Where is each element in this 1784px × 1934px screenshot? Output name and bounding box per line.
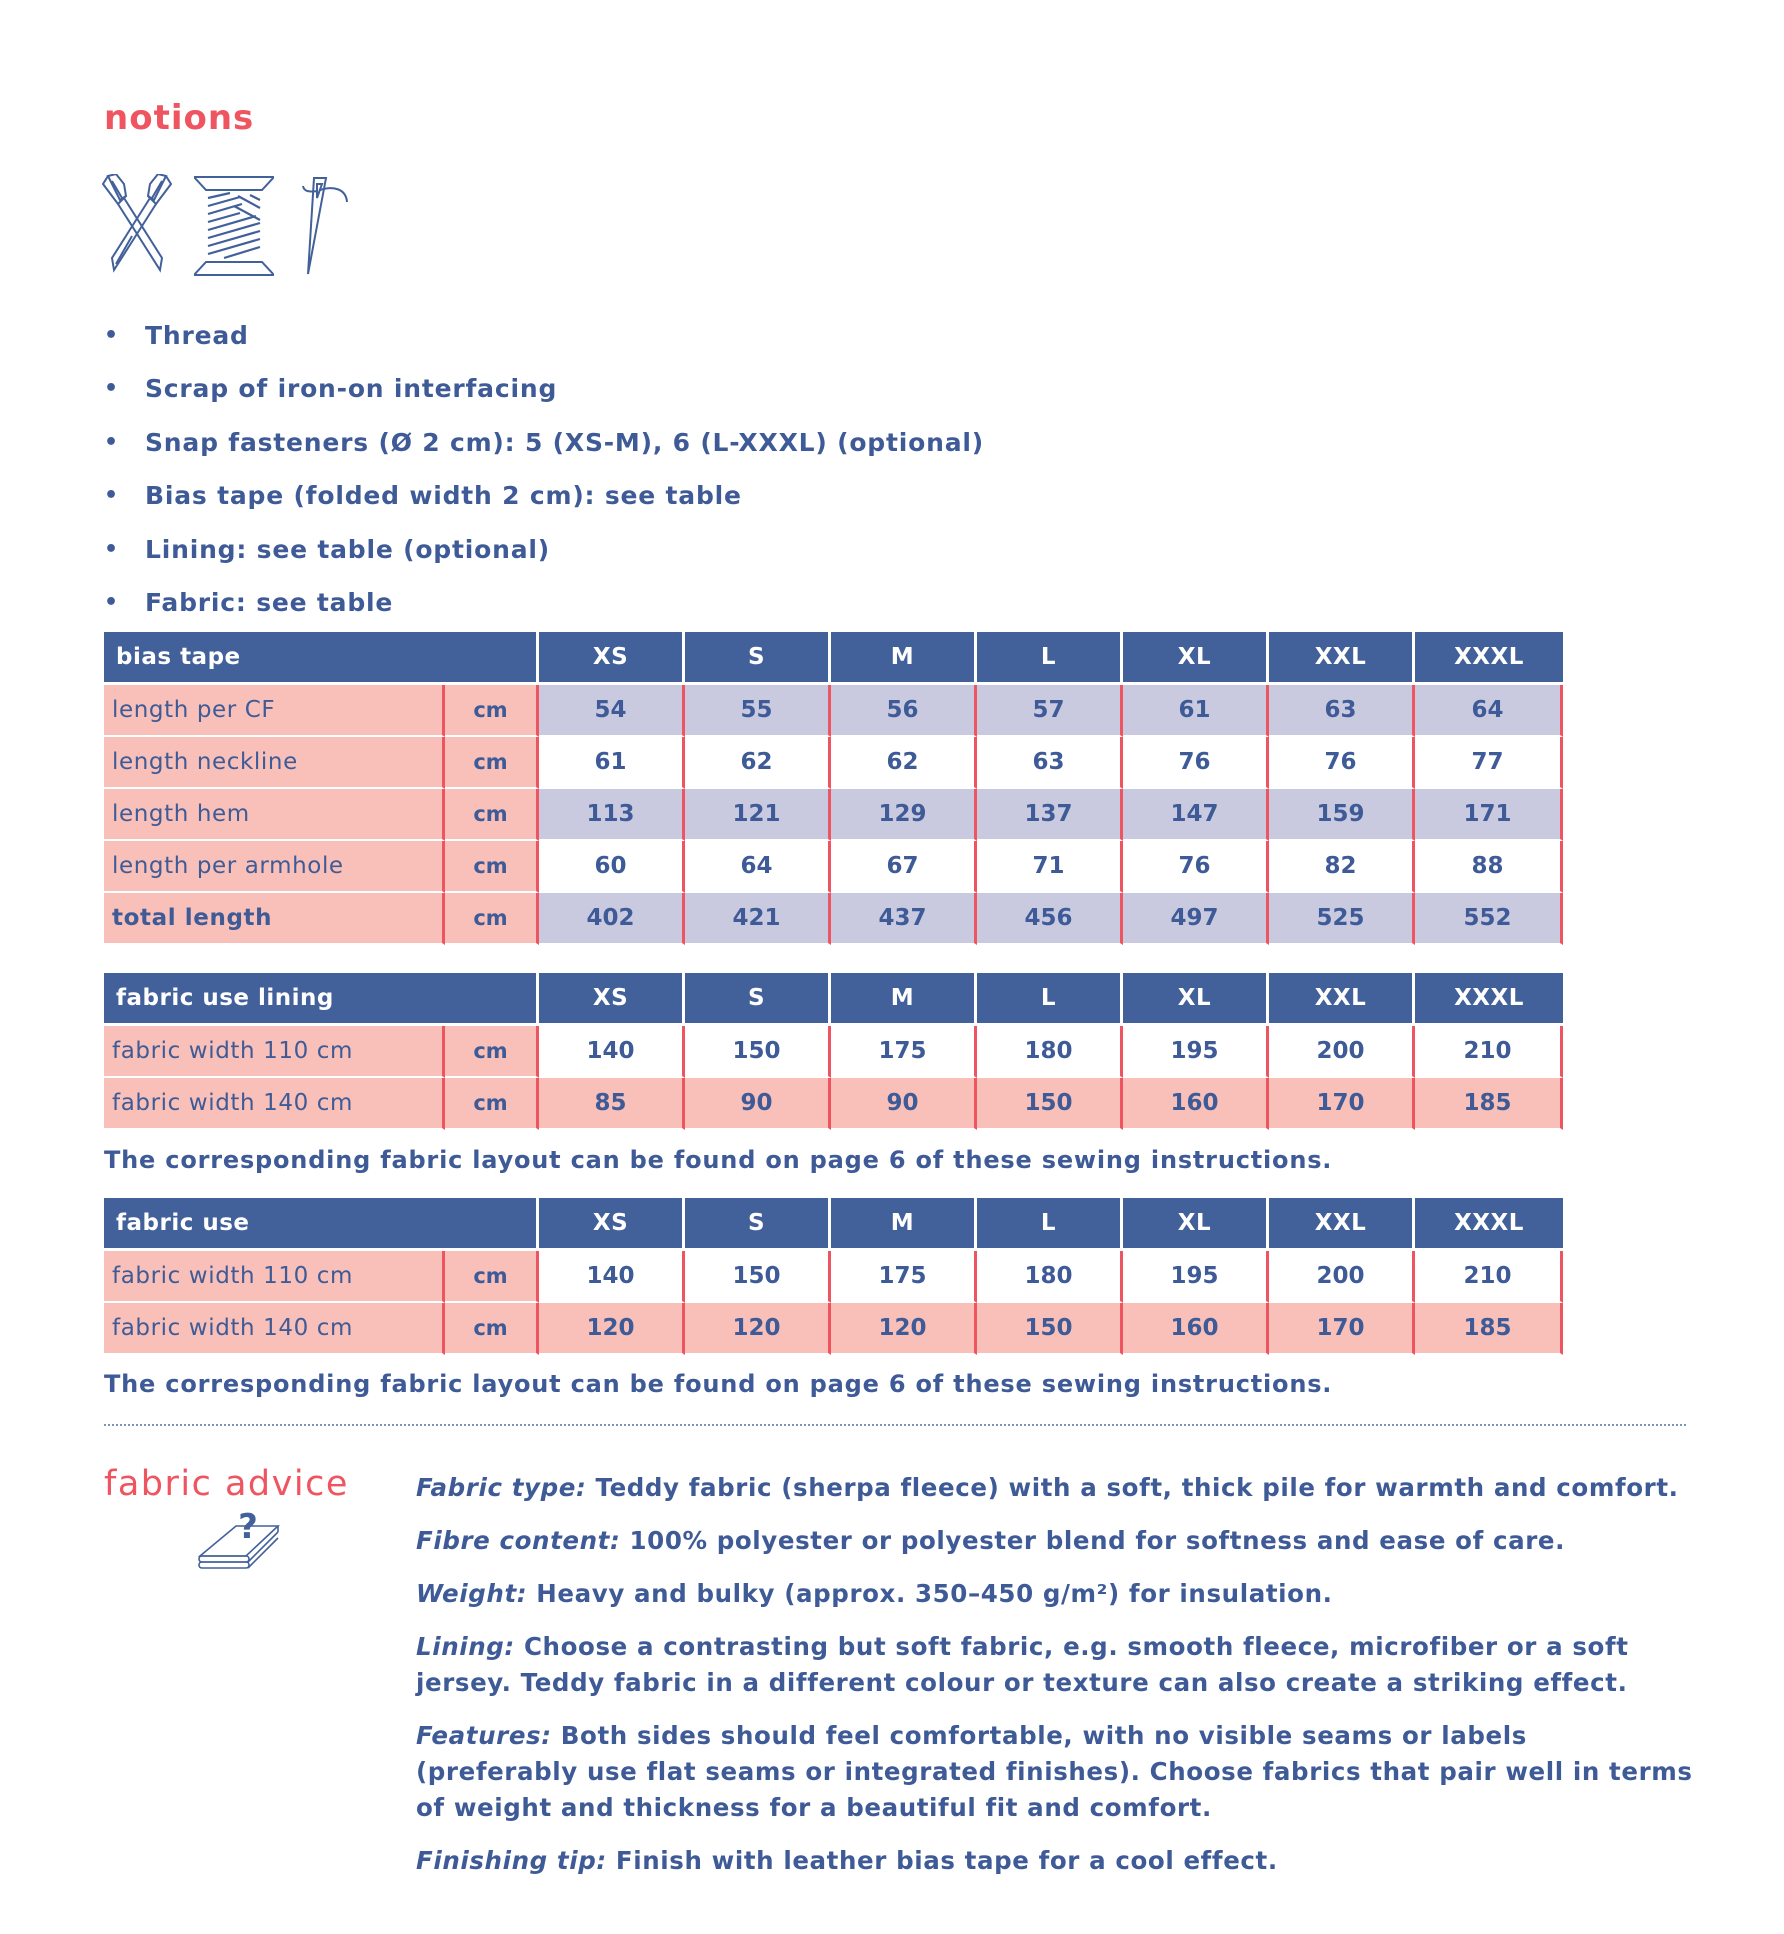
- fabric-layout-note: The corresponding fabric layout can be found on page 6 of these sewing instructions.: [104, 1146, 1333, 1174]
- table-cell: 552: [1415, 893, 1563, 945]
- bullet-icon: •: [104, 376, 119, 402]
- row-unit: cm: [445, 737, 539, 789]
- row-unit: cm: [445, 789, 539, 841]
- row-label: total length: [104, 893, 445, 945]
- table-cell: 160: [1123, 1078, 1269, 1130]
- row-label: length neckline: [104, 737, 445, 789]
- fabric-use-table: [104, 1198, 1563, 1355]
- table-cell: 147: [1123, 789, 1269, 841]
- list-item: • Thread: [104, 314, 984, 367]
- row-label: length per CF: [104, 685, 445, 737]
- advice-item: Finishing tip: Finish with leather bias tape for a cool effect.: [416, 1846, 1278, 1875]
- size-header-s: S: [685, 973, 831, 1026]
- row-label: fabric width 110 cm: [104, 1026, 445, 1078]
- table-cell: 140: [539, 1026, 685, 1078]
- advice-item: Lining: Choose a contrasting but soft fabric, e.g. smooth fleece, microfiber or a soft jersey. Teddy fabric in a different colour or texture can also create a striking effect.: [416, 1632, 1629, 1697]
- table-row: [104, 1026, 1563, 1078]
- bullet-icon: •: [104, 483, 119, 509]
- table-cell: 57: [977, 685, 1123, 737]
- thread-spool-icon: [194, 176, 274, 276]
- size-header-m: M: [831, 973, 977, 1026]
- table-cell: 421: [685, 893, 831, 945]
- table-cell: 120: [539, 1303, 685, 1355]
- table-title: bias tape: [104, 632, 539, 685]
- fabric-layout-note: The corresponding fabric layout can be found on page 6 of these sewing instructions.: [104, 1370, 1333, 1398]
- fabric-advice-list: [416, 1470, 1696, 1896]
- row-label: fabric width 140 cm: [104, 1078, 445, 1130]
- size-header-xl: XL: [1123, 973, 1269, 1026]
- table-cell: 76: [1269, 737, 1415, 789]
- row-unit: cm: [445, 1303, 539, 1355]
- size-header-m: M: [831, 1198, 977, 1251]
- table-cell: 90: [831, 1078, 977, 1130]
- row-label: length per armhole: [104, 841, 445, 893]
- size-header-xs: XS: [539, 632, 685, 685]
- table-cell: 77: [1415, 737, 1563, 789]
- advice-item: Weight: Heavy and bulky (approx. 350–450 g/m²) for insulation.: [416, 1579, 1333, 1608]
- table-cell: 88: [1415, 841, 1563, 893]
- table-cell: 129: [831, 789, 977, 841]
- table-cell: 180: [977, 1251, 1123, 1303]
- table-header-row: [104, 973, 1563, 1026]
- table-header-row: [104, 1198, 1563, 1251]
- section-divider: [104, 1424, 1686, 1426]
- table-cell: 61: [1123, 685, 1269, 737]
- notions-heading: notions: [104, 98, 255, 138]
- table-cell: 121: [685, 789, 831, 841]
- table-row: [104, 1303, 1563, 1355]
- table-cell: 525: [1269, 893, 1415, 945]
- advice-item: Fabric type: Teddy fabric (sherpa fleece) with a soft, thick pile for warmth and comfort.: [416, 1473, 1679, 1502]
- table-cell: 76: [1123, 737, 1269, 789]
- table-row: [104, 1078, 1563, 1130]
- table-cell: 62: [685, 737, 831, 789]
- table-cell: 160: [1123, 1303, 1269, 1355]
- table-cell: 113: [539, 789, 685, 841]
- size-header-xxl: XXL: [1269, 973, 1415, 1026]
- table-row: [104, 685, 1563, 737]
- size-header-xxl: XXL: [1269, 632, 1415, 685]
- row-unit: cm: [445, 841, 539, 893]
- bullet-icon: •: [104, 429, 119, 455]
- table-cell: 185: [1415, 1303, 1563, 1355]
- table-cell: 71: [977, 841, 1123, 893]
- size-header-xxxl: XXXL: [1415, 1198, 1563, 1251]
- table-cell: 175: [831, 1251, 977, 1303]
- table-cell: 200: [1269, 1026, 1415, 1078]
- row-unit: cm: [445, 1026, 539, 1078]
- bias-tape-table: [104, 632, 1563, 945]
- size-header-xxxl: XXXL: [1415, 973, 1563, 1026]
- size-header-xxxl: XXXL: [1415, 632, 1563, 685]
- bullet-icon: •: [104, 323, 119, 348]
- table-cell: 159: [1269, 789, 1415, 841]
- size-header-xs: XS: [539, 1198, 685, 1251]
- table-cell: 195: [1123, 1251, 1269, 1303]
- list-item: • Scrap of iron-on interfacing: [104, 367, 984, 420]
- table-cell: 180: [977, 1026, 1123, 1078]
- svg-text:?: ?: [238, 1507, 258, 1547]
- table-cell: 61: [539, 737, 685, 789]
- table-cell: 140: [539, 1251, 685, 1303]
- table-cell: 171: [1415, 789, 1563, 841]
- notions-list: [104, 314, 984, 634]
- size-header-xl: XL: [1123, 1198, 1269, 1251]
- table-cell: 150: [977, 1303, 1123, 1355]
- list-item: • Lining: see table (optional): [104, 528, 984, 581]
- row-label: length hem: [104, 789, 445, 841]
- table-cell: 150: [685, 1026, 831, 1078]
- row-unit: cm: [445, 893, 539, 945]
- row-unit: cm: [445, 1078, 539, 1130]
- list-item: • Snap fasteners (Ø 2 cm): 5 (XS-M), 6 (L-XXXL) (optional): [104, 421, 984, 474]
- table-cell: 200: [1269, 1251, 1415, 1303]
- table-cell: 497: [1123, 893, 1269, 945]
- table-row: [104, 893, 1563, 945]
- table-cell: 62: [831, 737, 977, 789]
- advice-item: Features: Both sides should feel comfortable, with no visible seams or labels (preferably use flat seams or integrated finishes). Choose fabrics that pair well in terms of weight and thickness for a beautiful fit and comfort.: [416, 1721, 1693, 1822]
- bullet-icon: •: [104, 589, 119, 615]
- size-header-s: S: [685, 632, 831, 685]
- size-header-l: L: [977, 1198, 1123, 1251]
- table-cell: 137: [977, 789, 1123, 841]
- size-header-l: L: [977, 973, 1123, 1026]
- list-item: • Bias tape (folded width 2 cm): see table: [104, 474, 984, 527]
- scissors-icon: [102, 174, 172, 276]
- table-cell: 195: [1123, 1026, 1269, 1078]
- row-label: fabric width 140 cm: [104, 1303, 445, 1355]
- row-unit: cm: [445, 685, 539, 737]
- fabric-question-icon: [196, 1502, 284, 1572]
- table-cell: 120: [831, 1303, 977, 1355]
- table-cell: 56: [831, 685, 977, 737]
- table-cell: 170: [1269, 1303, 1415, 1355]
- table-cell: 437: [831, 893, 977, 945]
- table-cell: 67: [831, 841, 977, 893]
- size-header-s: S: [685, 1198, 831, 1251]
- table-cell: 456: [977, 893, 1123, 945]
- table-row: [104, 841, 1563, 893]
- table-cell: 120: [685, 1303, 831, 1355]
- size-header-xs: XS: [539, 973, 685, 1026]
- size-header-xxl: XXL: [1269, 1198, 1415, 1251]
- table-cell: 76: [1123, 841, 1269, 893]
- needle-icon: [300, 176, 352, 276]
- size-header-m: M: [831, 632, 977, 685]
- table-cell: 175: [831, 1026, 977, 1078]
- row-unit: cm: [445, 1251, 539, 1303]
- row-label: fabric width 110 cm: [104, 1251, 445, 1303]
- list-item: • Fabric: see table: [104, 581, 984, 634]
- table-cell: 210: [1415, 1251, 1563, 1303]
- table-title: fabric use: [104, 1198, 539, 1251]
- table-title: fabric use lining: [104, 973, 539, 1026]
- table-cell: 210: [1415, 1026, 1563, 1078]
- table-cell: 64: [1415, 685, 1563, 737]
- size-header-l: L: [977, 632, 1123, 685]
- table-row: [104, 1251, 1563, 1303]
- table-cell: 185: [1415, 1078, 1563, 1130]
- table-cell: 90: [685, 1078, 831, 1130]
- table-row: [104, 737, 1563, 789]
- advice-item: Fibre content: 100% polyester or polyester blend for softness and ease of care.: [416, 1526, 1566, 1555]
- table-cell: 54: [539, 685, 685, 737]
- table-cell: 63: [977, 737, 1123, 789]
- fabric-advice-heading: fabric advice: [104, 1464, 349, 1504]
- table-cell: 85: [539, 1078, 685, 1130]
- table-cell: 64: [685, 841, 831, 893]
- table-cell: 170: [1269, 1078, 1415, 1130]
- fabric-use-lining-table: [104, 973, 1563, 1130]
- table-cell: 150: [685, 1251, 831, 1303]
- table-cell: 63: [1269, 685, 1415, 737]
- table-row: [104, 789, 1563, 841]
- table-cell: 60: [539, 841, 685, 893]
- table-cell: 55: [685, 685, 831, 737]
- bullet-icon: •: [104, 536, 119, 562]
- table-cell: 150: [977, 1078, 1123, 1130]
- size-header-xl: XL: [1123, 632, 1269, 685]
- table-cell: 402: [539, 893, 685, 945]
- table-cell: 82: [1269, 841, 1415, 893]
- table-header-row: [104, 632, 1563, 685]
